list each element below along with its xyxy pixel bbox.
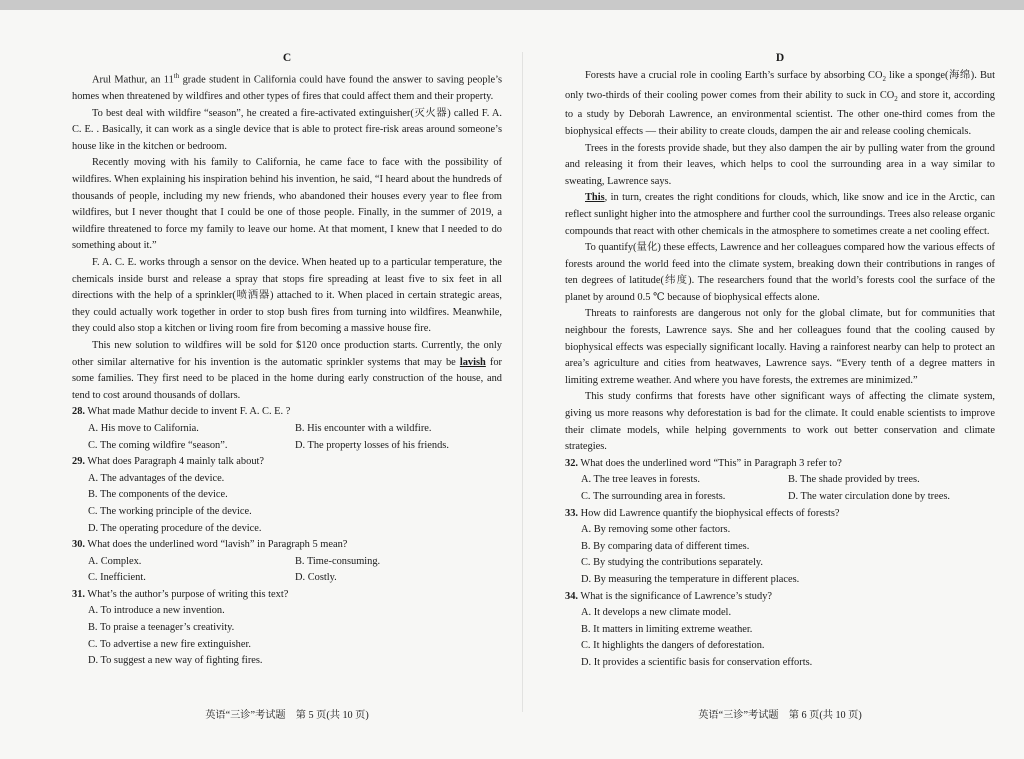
option-c[interactable]: C. To advertise a new fire extinguisher. <box>88 638 251 650</box>
question-text: What does the underlined word “This” in Paragraph 3 refer to? <box>580 457 842 469</box>
passage-c-paragraph-2: To best deal with wildfire “season”, he created a fire-activated extinguisher(灭火器) called F. A. C. E. . Basically, it can work as a single device that is able to protect fire-risk areas around someone’s house like in the kitchen or bedroom. <box>72 107 502 152</box>
underlined-word-lavish: lavish <box>459 356 486 368</box>
question-number: 33. <box>565 507 578 519</box>
question-text: What does the underlined word “lavish” in Paragraph 5 mean? <box>87 539 348 551</box>
question-number: 28. <box>72 406 85 418</box>
page-footer-6: 英语“三诊”考试题 第 6 页(共 10 页) <box>698 710 862 721</box>
question-stem <box>565 506 995 523</box>
ordinal-suffix: th <box>173 72 180 80</box>
options <box>565 472 995 505</box>
option-c[interactable]: C. By studying the contributions separately. <box>581 557 764 569</box>
passage-c-paragraph-5 <box>72 338 502 404</box>
option-c[interactable]: C. The coming wildfire “season”. <box>88 439 228 451</box>
text-fragment: , in turn, creates the right conditions for clouds, which, like snow and ice in the Arctic, can reflect sunlight higher into the atmosphere and further cool the surroundings. Trees also release organic compounds that react with other chemicals in the atmosphere to sometimes create a net cooling effect. <box>565 192 995 237</box>
underlined-word-this: This <box>585 192 605 204</box>
option-d[interactable]: D. It provides a scientific basis for conservation efforts. <box>581 656 813 668</box>
option-a[interactable]: A. It develops a new climate model. <box>581 607 732 619</box>
option-d[interactable]: D. The water circulation done by trees. <box>788 491 950 502</box>
text-fragment: Forests have a crucial role in cooling Earth’s surface by absorbing CO <box>585 70 883 81</box>
question-33 <box>565 506 995 589</box>
option-a[interactable]: A. The advantages of the device. <box>88 472 225 484</box>
option-c[interactable]: C. Inefficient. <box>88 572 146 584</box>
text-fragment: grade student in California could have found the answer to saving people’s homes when threatened by wildfires and other types of fires that could affect them and their property. <box>72 74 503 103</box>
question-text: What made Mathur decide to invent F. A. C. E. ? <box>87 406 291 418</box>
passage-d-paragraph-6: This study confirms that forests have other significant ways of affecting the climate system, giving us more reasons why deforestation is bad for the climate. It could enable scientists to improve their climate models, while helping governments to work out better conservation and climate strategies. <box>565 391 995 453</box>
question-text: What does Paragraph 4 mainly talk about? <box>87 456 265 468</box>
passage-d-title: D <box>775 52 785 64</box>
option-a[interactable]: A. The tree leaves in forests. <box>581 474 700 486</box>
option-d[interactable]: D. The property losses of his friends. <box>295 439 449 451</box>
passage-d-paragraph-4: To quantify(量化) these effects, Lawrence and her colleagues compared how the various effects of forests around the world feed into the climate system, breaking down their contributions in ranges of ten degrees of latitude(纬度). The researchers found that the world’s forests cool the surface of the planet by around 0.5 ℃ because of biophysical effects alone. <box>565 242 995 303</box>
option-a[interactable]: A. His move to California. <box>88 422 199 434</box>
option-b[interactable]: B. It matters in limiting extreme weather. <box>581 623 753 635</box>
subscript: 2 <box>882 75 886 84</box>
option-d[interactable]: D. To suggest a new way of fighting fires. <box>88 655 263 667</box>
question-number: 31. <box>72 588 85 600</box>
question-number: 30. <box>72 539 85 551</box>
passage-d-column <box>565 50 995 672</box>
passage-d-paragraph-1 <box>565 68 995 141</box>
question-number: 32. <box>565 457 578 469</box>
text-fragment: for some families. They first need to be placed in the home during early construction of the house, and tend to cost around thousands of dollars. <box>72 356 503 401</box>
options <box>72 471 502 537</box>
option-c[interactable]: C. The working principle of the device. <box>88 505 252 517</box>
option-a[interactable]: A. By removing some other factors. <box>581 524 731 536</box>
text-fragment: This new solution to wildfires will be sold for $120 once production starts. Currently, the only other similar alternative for his invention is the automatic sprinkler systems that may be <box>72 339 502 368</box>
option-b[interactable]: B. Time-consuming. <box>295 555 381 567</box>
question-29 <box>72 454 502 537</box>
passage-c-title: C <box>282 52 292 64</box>
question-text: What’s the author’s purpose of writing this text? <box>87 588 289 600</box>
question-text: How did Lawrence quantify the biophysical effects of forests? <box>580 507 840 519</box>
question-stem <box>565 456 995 473</box>
question-text: What is the significance of Lawrence’s study? <box>580 590 772 602</box>
question-30 <box>72 537 502 587</box>
question-31 <box>72 587 502 670</box>
options <box>72 421 502 454</box>
question-stem <box>565 589 995 606</box>
option-c[interactable]: C. The surrounding area in forests. <box>581 491 726 502</box>
page-footer-5: 英语“三诊”考试题 第 5 页(共 10 页) <box>205 710 369 721</box>
passage-d-paragraph-2: Trees in the forests provide shade, but they also dampen the air by pulling water from the ground and releasing it from their leaves, which helps to cool the surrounding area in a way similar to sweating, Lawrence says. <box>565 142 995 187</box>
question-number: 29. <box>72 456 85 468</box>
question-34 <box>565 589 995 672</box>
passage-d-paragraph-5: Threats to rainforests are dangerous not only for the global climate, but for communities that neighbour the forests, Lawrence says. She and her colleagues found that the cooling caused by biophysical effects was especially significant locally. Having a rainforest nearby can help to protect an area’s agriculture and cities from heatwaves, Lawrence says. “Every tenth of a degree matters in limiting extreme weather. And where you have forests, the extremes are minimized.” <box>565 308 995 386</box>
question-stem <box>72 587 502 604</box>
option-d[interactable]: D. The operating procedure of the device. <box>88 522 262 534</box>
option-b[interactable]: B. To praise a teenager’s creativity. <box>88 622 235 634</box>
option-b[interactable]: B. His encounter with a wildfire. <box>295 422 432 434</box>
options <box>565 605 995 671</box>
option-b[interactable]: B. By comparing data of different times. <box>581 540 750 552</box>
text-fragment: like a sponge(海绵). But only two-thirds of their cooling power comes from their ability to suck in CO <box>565 70 996 101</box>
options <box>565 522 995 588</box>
passage-c-column <box>72 50 502 670</box>
passage-d-paragraph-3 <box>565 190 995 240</box>
text-fragment: Arul Mathur, an 11 <box>92 74 174 86</box>
option-b[interactable]: B. The components of the device. <box>88 489 228 501</box>
option-b[interactable]: B. The shade provided by trees. <box>788 474 920 486</box>
options <box>72 554 502 587</box>
passage-c-paragraph-4: F. A. C. E. works through a sensor on the device. When heated up to a particular temperature, the chemicals inside burst and release a spray that stops fire spreading at least five to six feet in all directions with the help of a sprinkler(喷洒器) attached to it. When placed in certain strategic areas, they could actually work together in order to stop bush fires from turning into wildfires. Meanwhile, they could also stop a kitchen or living room fire from becoming a massive house fire. <box>72 257 502 335</box>
option-d[interactable]: D. By measuring the temperature in different places. <box>581 573 800 585</box>
question-stem <box>72 454 502 471</box>
subscript: 2 <box>894 94 898 103</box>
top-border <box>0 0 1024 10</box>
text-fragment: and store it, according to a study by Deborah Lawrence, an environmental scientist. The other one-third comes from the biophysical effects — their ability to create clouds, dampen the air and release cooling chemicals. <box>565 89 995 137</box>
option-c[interactable]: C. It highlights the dangers of deforestation. <box>581 640 765 652</box>
passage-c-paragraph-3: Recently moving with his family to California, he came face to face with the possibility of wildfires. When explaining his inspiration behind his invention, he said, “I heard about the hundreds of thousands of people, including my new friends, who abandoned their houses every year to flee from wildfires, but I never thought that I could be one of those people. Finally, in the summer of 2019, a wildfire threatened to force my family to leave our home. At that moment, I knew that I needed to do something about it.” <box>72 157 502 252</box>
question-32 <box>565 456 995 506</box>
passage-c-paragraph-1 <box>72 68 502 106</box>
question-stem <box>72 404 502 421</box>
question-number: 34. <box>565 590 578 602</box>
column-gutter <box>522 52 523 712</box>
option-d[interactable]: D. Costly. <box>295 572 337 584</box>
option-a[interactable]: A. Complex. <box>88 555 142 567</box>
question-stem <box>72 537 502 554</box>
options <box>72 603 502 669</box>
option-a[interactable]: A. To introduce a new invention. <box>88 605 225 617</box>
question-28 <box>72 404 502 454</box>
